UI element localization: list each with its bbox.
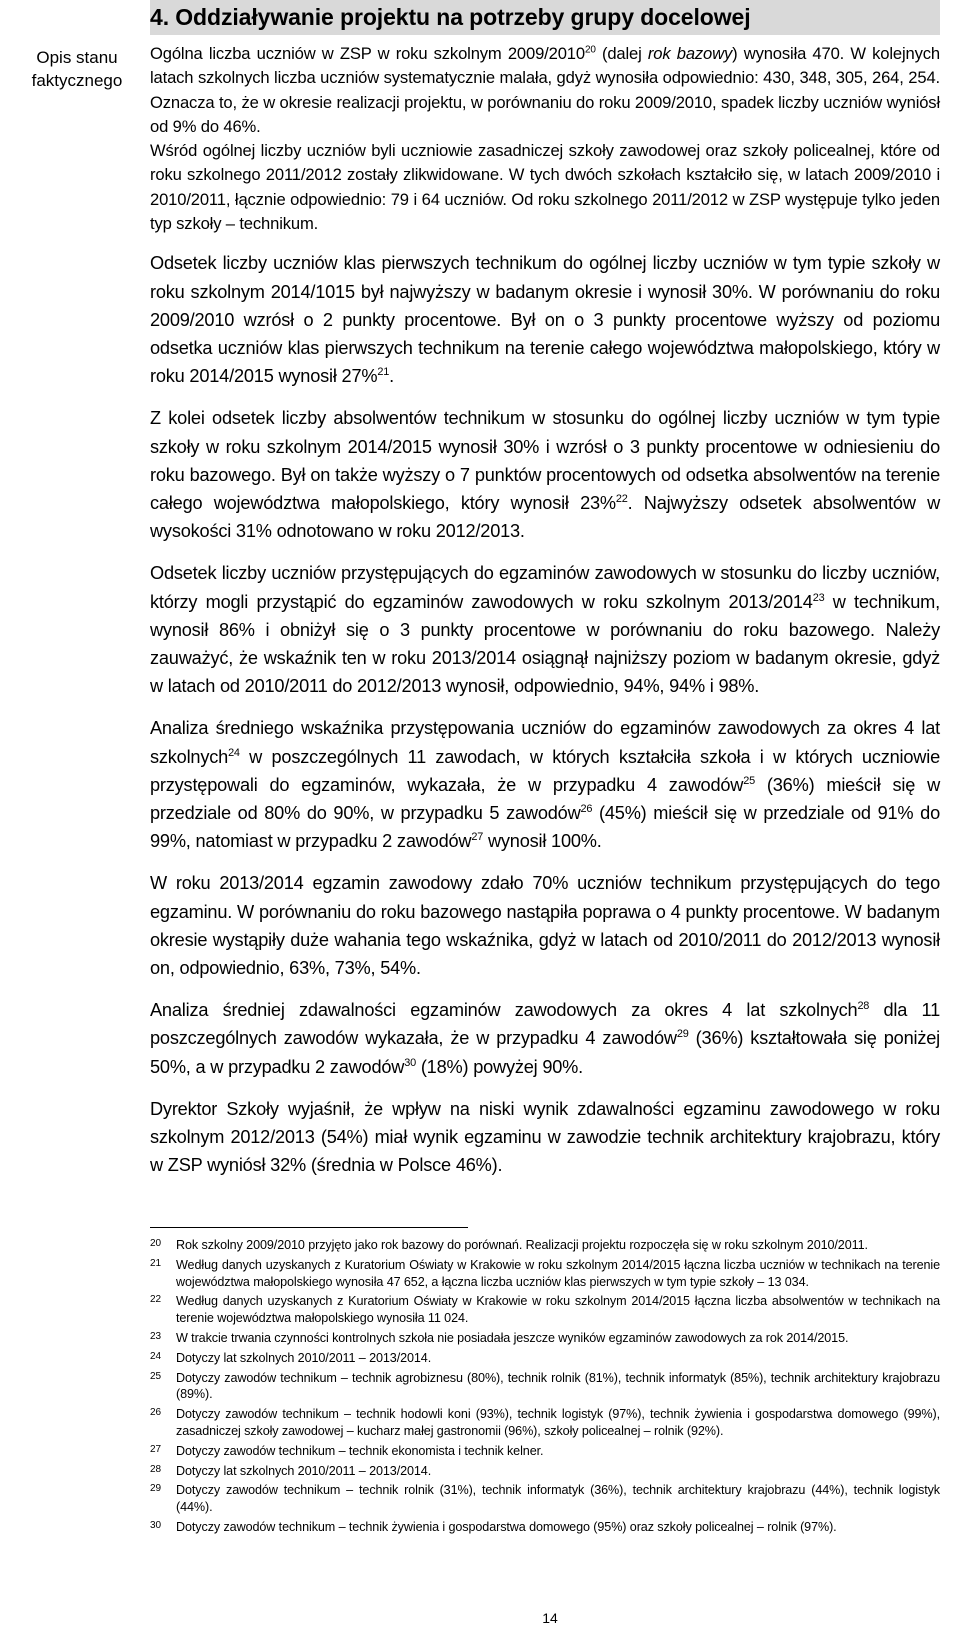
footnote-number: 20 <box>150 1238 161 1249</box>
text-span: (45%) mieścił się w przedziale od 91% do 99%, natomiast w przypadku 2 zawodów <box>150 803 940 852</box>
section-title: 4. Oddziaływanie projektu na potrzeby grupy docelowej <box>150 4 751 30</box>
footnote-separator <box>150 1227 468 1228</box>
footnote <box>150 1293 940 1327</box>
footnote-ref: 26 <box>580 802 593 815</box>
text-span: (18%) powyżej 90%. <box>415 1056 584 1077</box>
text-span: w poszczególnych 11 zawodach, w których kształciła szkoła i w których uczniowie przystępowali do egzaminów, wykazała, że w przypadku 4 zawodów <box>150 746 940 795</box>
footnote-ref: 30 <box>404 1056 416 1069</box>
footnote-text: Rok szkolny 2009/2010 przyjęto jako rok bazowy do porównań. Realizacji projektu rozpoczęła się w roku szkolnym 2010/2011. <box>176 1238 868 1252</box>
footnote-text: Dotyczy lat szkolnych 2010/2011 – 2013/2014. <box>176 1350 432 1365</box>
footnote-number: 30 <box>150 1519 161 1531</box>
side-label-line1: Opis stanu <box>36 48 118 67</box>
footnote-ref: 20 <box>584 44 596 56</box>
footnote-text: Dotyczy zawodów technikum – technik ekonomista i technik kelner. <box>176 1443 544 1458</box>
footnote-text: W trakcie trwania czynności kontrolnych szkoła nie posiadała jeszcze wyników egzaminów zawodowych za rok 2014/2015. <box>176 1330 849 1345</box>
footnote-text: Według danych uzyskanych z Kuratorium Oświaty w Krakowie w roku szkolnym 2014/2015 łączna liczba absolwentów w technikach na terenie województwa małopolskiego wynosiła 11 024. <box>176 1294 940 1326</box>
page-number: 14 <box>542 1610 558 1626</box>
footnote-ref: 22 <box>615 492 628 505</box>
footnote-ref: 28 <box>857 1000 870 1013</box>
footnote-ref: 27 <box>471 831 484 844</box>
footnote-text: Według danych uzyskanych z Kuratorium Oświaty w Krakowie w roku szkolnym 2014/2015 łączna liczba uczniów w technikach na terenie województwa małopolskiego wynosiła 47 652, a łączna liczba uczniów klas pierwszych w tym typie szkoły – 13 034. <box>176 1257 940 1289</box>
footnote-number: 21 <box>150 1257 161 1269</box>
text-span: . <box>389 366 394 387</box>
footnote <box>150 1443 940 1460</box>
paragraph-director: Dyrektor Szkoły wyjaśnił, że wpływ na niski wynik zdawalności egzaminu zawodowego w roku szkolnym 2012/2013 (54%) miał wynik egzaminu w zawodzie technik architektury krajobrazu, który w ZSP wyniósł 32% (średnia w Polsce 46%). <box>150 1098 940 1176</box>
paragraph-participation-analysis <box>150 714 940 855</box>
footnote-number: 26 <box>150 1407 161 1419</box>
footnote <box>150 1257 940 1291</box>
footnote-text: Dotyczy lat szkolnych 2010/2011 – 2013/2014. <box>176 1463 432 1478</box>
footnote-text: Dotyczy zawodów technikum – technik agrobiznesu (80%), technik rolnik (81%), technik informatyk (85%), technik architektury krajobrazu (89%). <box>176 1370 940 1402</box>
text-span: (dalej <box>595 44 648 63</box>
footnote-number: 25 <box>150 1370 161 1382</box>
text-span: (36%) kształtowała się poniżej 50%, a w przypadku 2 zawodów <box>150 1028 940 1077</box>
footnote <box>150 1330 940 1347</box>
text-span: Odsetek liczby uczniów klas pierwszych technikum do ogólnej liczby uczniów w tym typie szkoły w roku szkolnym 2014/1015 był najwyższy w badanym okresie i wynosił 30%. W porównaniu do roku 2009/2010 wzrósł o 2 punkty procentowe. Był on o 3 punkty procentowe wyższy od poziomu odsetka uczniów klas pierwszych technikum na terenie całego województwa małopolskiego, który w roku 2014/2015 wynosił 27% <box>150 253 940 387</box>
intro-paragraph <box>150 42 940 139</box>
main-content <box>150 42 940 1179</box>
footnotes <box>150 1237 940 1539</box>
section-header <box>150 0 940 35</box>
footnote-ref: 25 <box>743 774 755 787</box>
text-span: Z kolei odsetek liczby absolwentów technikum w stosunku do ogólnej liczby uczniów w tym typie szkoły w roku szkolnym 2014/2015 wynosił 30% i wzrósł o 3 punkty procentowe w odniesieniu do roku bazowego. Był on także wyższy o 7 punktów procentowych od odsetka absolwentów na terenie całego województwa małopolskiego, który wynosił 23% <box>150 408 940 513</box>
footnote-text: Dotyczy zawodów technikum – technik hodowli koni (93%), technik logistyk (97%), technik żywienia i gospodarstwa domowego (99%), zasadniczej szkoły zawodowej – kucharz małej gastronomii (96%), szkoły policealnej – rolnik (92%). <box>176 1407 940 1438</box>
text-span: . Najwyższy odsetek absolwentów w wysokości 31% odnotowano w roku 2012/2013. <box>150 493 940 542</box>
text-span: ) wynosiła 470. W kolejnych latach szkolnych liczba uczniów systematycznie malała, gdyż wynosiła odpowiednio: 430, 348, 305, 264, 254. Oznacza to, że w okresie realizacji projektu, w porównaniu do roku 2009/2010, spadek liczby uczniów wyniósł od 9% do 46%. <box>150 44 940 136</box>
text-span: wynosił 100%. <box>483 831 602 852</box>
footnote <box>150 1237 940 1254</box>
footnote-ref: 24 <box>228 746 240 759</box>
footnote <box>150 1350 940 1367</box>
footnote <box>150 1370 940 1404</box>
text-span: Ogólna liczba uczniów w ZSP w roku szkolnym 2009/2010 <box>150 44 585 63</box>
footnote-number: 29 <box>150 1483 161 1495</box>
paragraph-pass-analysis <box>150 996 940 1081</box>
footnote <box>150 1519 940 1536</box>
paragraph-exam-participation <box>150 559 940 700</box>
footnote-text: Dotyczy zawodów technikum – technik rolnik (31%), technik informatyk (36%), technik architektury krajobrazu (44%), technik logistyk (44%). <box>176 1483 940 1515</box>
footnote-ref: 21 <box>377 366 390 379</box>
paragraph-first-classes <box>150 249 940 390</box>
text-span: (36%) mieścił się w przedziale od 80% do 90%, w przypadku 5 zawodów <box>150 774 941 824</box>
side-label-line2: faktycznego <box>31 71 123 90</box>
footnote-number: 28 <box>150 1463 161 1475</box>
text-span: Analiza średniej zdawalności egzaminów zawodowych za okres 4 lat szkolnych <box>150 1000 858 1021</box>
text-span: Analiza średniego wskaźnika przystępowania uczniów do egzaminów zawodowych za okres 4 lat szkolnych <box>150 718 940 767</box>
footnote <box>150 1463 940 1480</box>
paragraph-graduates <box>150 404 940 545</box>
footnote-number: 24 <box>150 1350 161 1362</box>
intro-paragraph-2: Wśród ogólnej liczby uczniów byli uczniowie zasadniczej szkoły zawodowej oraz szkoły policealnej, które od roku szkolnego 2011/2012 zostały zlikwidowane. W tych dwóch szkołach kształciło się, w latach 2009/2010 i 2010/2011, łącznie odpowiednio: 79 i 64 uczniów. Od roku szkolnego 2011/2012 w ZSP występuje tylko jeden typ szkoły – technikum. <box>150 141 940 234</box>
text-span: dla 11 poszczególnych zawodów wykazała, że w przypadku 4 zawodów <box>150 1000 940 1049</box>
footnote-number: 27 <box>150 1443 161 1455</box>
emphasis: rok bazowy <box>647 44 733 63</box>
paragraph-exam-pass: W roku 2013/2014 egzamin zawodowy zdało 70% uczniów technikum przystępujących do tego egzaminu. W porównaniu do roku bazowego nastąpiła poprawa o 4 punkty procentowe. W badanym okresie wystąpiły duże wahania tego wskaźnika, gdyż w latach od 2010/2011 do 2012/2013 wynosił on, odpowiednio, 63%, 73%, 54%. <box>150 873 940 979</box>
footnote-ref: 23 <box>812 591 825 604</box>
footnote-text: Dotyczy zawodów technikum – technik żywienia i gospodarstwa domowego (95%) oraz szkoły policealnej – rolnik (97%). <box>176 1519 837 1534</box>
footnote-ref: 29 <box>676 1028 689 1041</box>
text-span: Odsetek liczby uczniów przystępujących do egzaminów zawodowych w stosunku do liczby uczniów, którzy mogli przystąpić do egzaminów zawodowych w roku szkolnym 2013/2014 <box>150 563 940 612</box>
text-span: w technikum, wynosił 86% i obniżył się o 3 punkty procentowe w porównaniu do roku bazowego. Należy zauważyć, że wskaźnik ten w roku 2013/2014 osiągnął najniższy poziom w badanym okresie, gdyż w latach od 2010/2011 do 2012/2013 wynosił, odpowiednio, 94%, 94% i 98%. <box>150 591 940 697</box>
footnote <box>150 1482 940 1516</box>
footnote-number: 23 <box>150 1330 161 1342</box>
side-label <box>18 46 136 92</box>
footnote <box>150 1406 940 1440</box>
footnote-number: 22 <box>150 1294 161 1306</box>
